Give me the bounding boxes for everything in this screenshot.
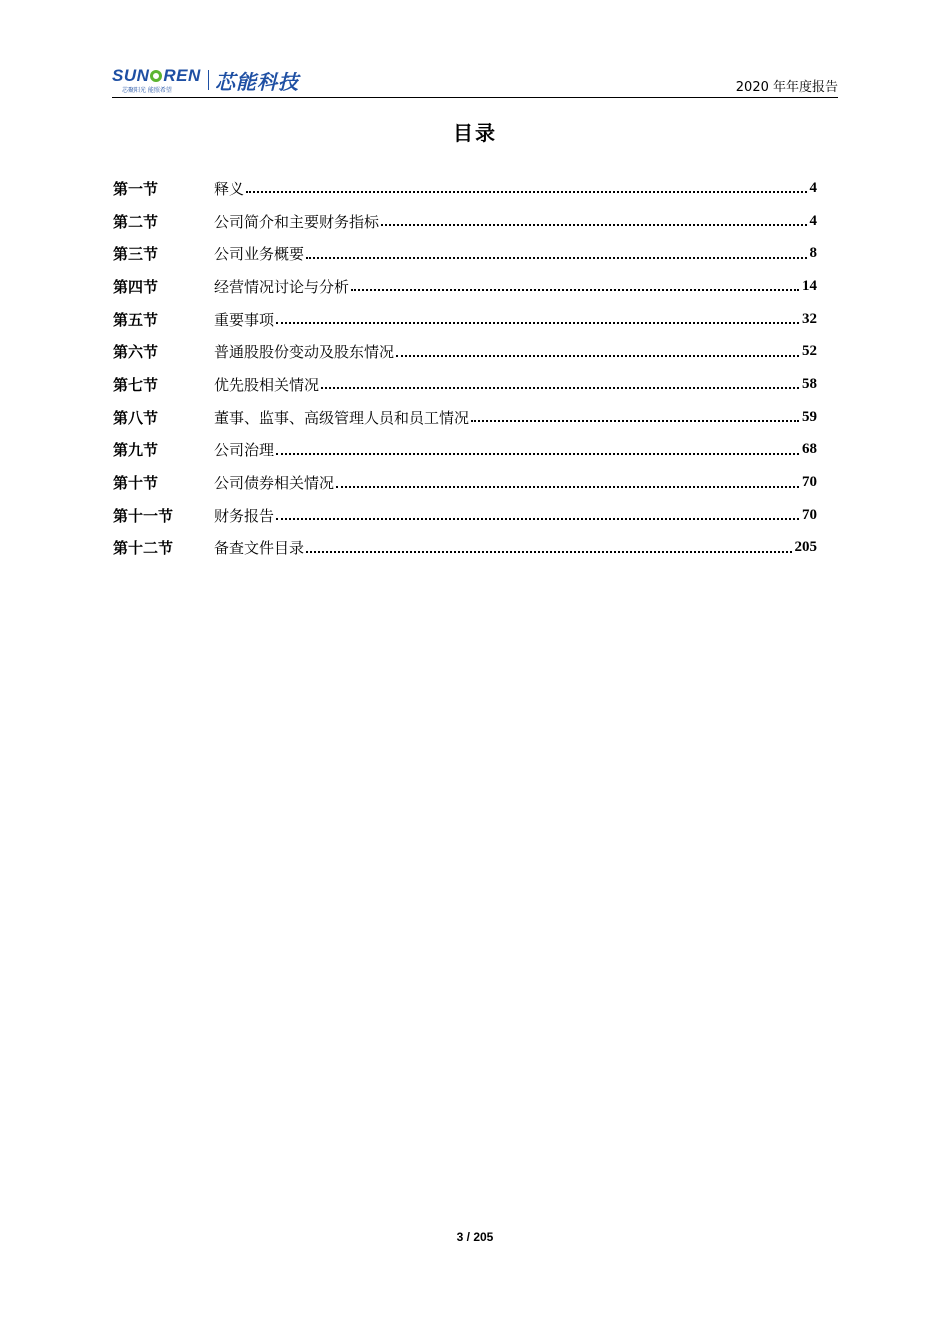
toc-section: 第八节	[113, 408, 159, 427]
toc-page-number: 68	[802, 441, 817, 458]
toc-entry[interactable]	[113, 434, 817, 467]
toc-entry-title: 释义	[214, 179, 245, 198]
toc-section: 第十二节	[113, 539, 174, 558]
dot-leader	[276, 322, 799, 324]
toc-section: 第一节	[113, 179, 159, 198]
logo-chinese: 芯能科技	[215, 70, 299, 94]
dot-leader	[246, 191, 806, 193]
page-header	[112, 64, 838, 98]
report-title: 2020 年年度报告	[735, 80, 838, 95]
dot-leader	[321, 387, 799, 389]
toc-entry-title: 经营情况讨论与分析	[214, 277, 350, 296]
toc-page-number: 32	[802, 310, 817, 327]
toc-page-number: 4	[809, 212, 817, 229]
toc-section: 第十一节	[113, 506, 174, 525]
toc-entry-title: 公司治理	[214, 441, 275, 460]
logo-sun-icon	[150, 70, 162, 82]
toc-entry-title: 普通股股份变动及股东情况	[214, 343, 395, 362]
dot-leader	[306, 551, 791, 553]
toc-page-number: 70	[802, 506, 817, 523]
toc-page-number: 52	[802, 343, 817, 360]
dot-leader	[381, 224, 806, 226]
toc-entry-title: 优先股相关情况	[214, 375, 320, 394]
toc-page-number: 58	[802, 375, 817, 392]
toc-entry[interactable]	[113, 205, 817, 238]
toc-entry-title: 董事、监事、高级管理人员和员工情况	[214, 408, 470, 427]
toc-entry[interactable]	[113, 270, 817, 303]
toc-entry[interactable]	[113, 303, 817, 336]
toc-entry[interactable]	[113, 401, 817, 434]
logo-slogan: 芯聚阳光 能照希望	[122, 87, 172, 94]
toc-entry-title: 重要事项	[214, 310, 275, 329]
toc-page-number: 14	[802, 277, 817, 294]
dot-leader	[306, 257, 806, 259]
toc-entry-title: 公司简介和主要财务指标	[214, 212, 380, 231]
table-of-contents	[113, 172, 817, 564]
toc-page-number: 8	[809, 245, 817, 262]
toc-entry-title: 备查文件目录	[214, 539, 305, 558]
toc-section: 第十节	[113, 474, 159, 493]
dot-leader	[471, 420, 799, 422]
toc-entry[interactable]	[113, 532, 817, 565]
toc-entry[interactable]	[113, 335, 817, 368]
toc-entry[interactable]	[113, 466, 817, 499]
toc-entry-title: 财务报告	[214, 506, 275, 525]
dot-leader	[336, 486, 799, 488]
toc-page-number: 70	[802, 474, 817, 491]
toc-entry[interactable]	[113, 172, 817, 205]
toc-section: 第二节	[113, 212, 159, 231]
toc-section: 第四节	[113, 277, 159, 296]
header-divider	[112, 97, 838, 98]
toc-entry-title: 公司债券相关情况	[214, 474, 335, 493]
toc-section: 第五节	[113, 310, 159, 329]
logo-separator	[208, 70, 209, 90]
toc-page-number: 4	[809, 179, 817, 196]
toc-section: 第六节	[113, 343, 159, 362]
dot-leader	[396, 355, 799, 357]
toc-title: 目录	[453, 121, 497, 145]
toc-section: 第三节	[113, 245, 159, 264]
dot-leader	[276, 453, 799, 455]
toc-entry-title: 公司业务概要	[214, 245, 305, 264]
toc-section: 第七节	[113, 375, 159, 394]
toc-page-number: 59	[802, 408, 817, 425]
dot-leader	[276, 518, 799, 520]
toc-page-number: 205	[794, 539, 817, 556]
toc-section: 第九节	[113, 441, 159, 460]
toc-entry[interactable]	[113, 237, 817, 270]
dot-leader	[351, 289, 799, 291]
toc-entry[interactable]	[113, 499, 817, 532]
toc-entry[interactable]	[113, 368, 817, 401]
logo-english: SUN REN	[112, 66, 201, 85]
page-indicator: 3 / 205	[456, 1230, 494, 1244]
